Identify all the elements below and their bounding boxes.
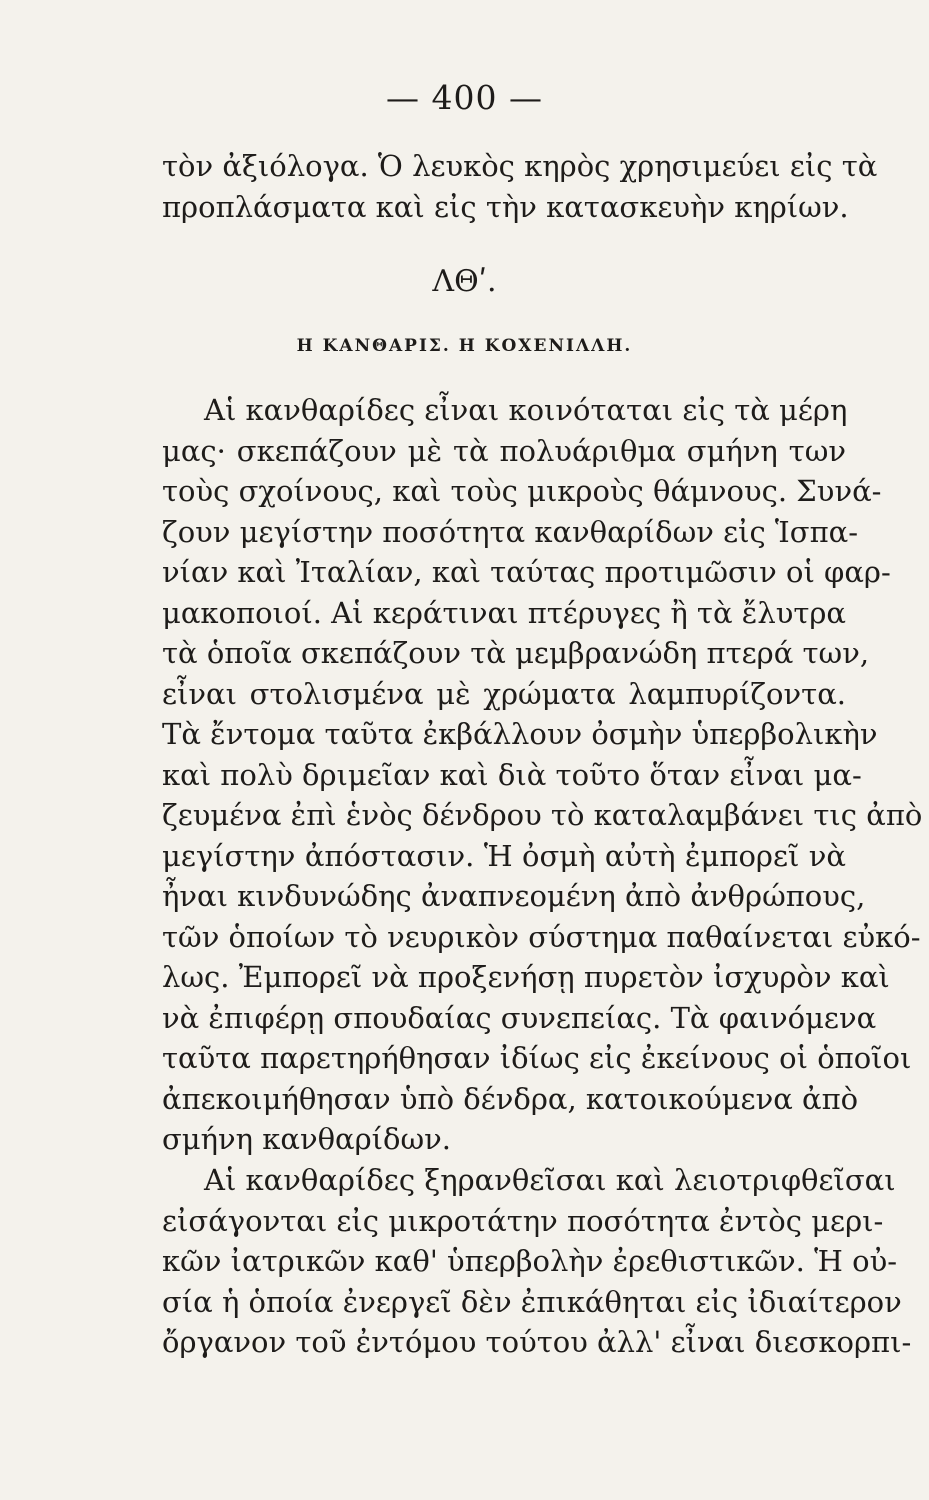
text-line: τῶν ὁποίων τὸ νευρικὸν σύστημα παθαίνεται εὐκό- bbox=[162, 919, 921, 954]
text-line: λως. Ἐμπορεῖ νὰ προξενήσῃ πυρετὸν ἰσχυρὸν καὶ bbox=[162, 960, 890, 994]
text-line: εἶναι στολισμένα μὲ χρώματα λαμπυρίζοντα. bbox=[162, 676, 846, 711]
text-line: νὰ ἐπιφέρῃ σπουδαίας συνεπείας. Τὰ φαινόμενα bbox=[162, 1000, 877, 1035]
text-line: μας· σκεπάζουν μὲ τὰ πολυάριθμα σμήνη των bbox=[162, 433, 846, 468]
text-line: ἀπεκοιμήθησαν ὑπὸ δένδρα, κατοικούμενα ἀπὸ bbox=[162, 1081, 859, 1116]
text-line: Τὰ ἔντομα ταῦτα ἐκβάλλουν ὀσμὴν ὑπερβολικὴν bbox=[162, 717, 878, 751]
section-title: Η ΚΑΝΘΑΡΙΣ. Η ΚΟΧΕΝΙΛΛΗ. bbox=[296, 336, 633, 356]
continued-text bbox=[162, 146, 878, 227]
text-line: κῶν ἰατρικῶν καθ' ὑπερβολὴν ἐρεθιστικῶν. Ἡ οὐ- bbox=[162, 1244, 897, 1278]
text-line: Αἱ κανθαρίδες εἶναι κοινόταται εἰς τὰ μέρη bbox=[204, 393, 848, 427]
chapter-number: ΛΘʹ. bbox=[432, 264, 497, 299]
text-line: μακοποιοί. Αἱ κεράτιναι πτέρυγες ἢ τὰ ἔλυτρα bbox=[162, 595, 847, 630]
text-line: εἰσάγονται εἰς μικροτάτην ποσότητα ἐντὸς μερι- bbox=[162, 1203, 884, 1238]
text-line: ἦναι κινδυνώδης ἀναπνεομένη ἀπὸ ἀνθρώπους, bbox=[162, 879, 866, 913]
text-line: σμήνη κανθαρίδων. bbox=[162, 1122, 451, 1156]
text-line: μεγίστην ἀπόστασιν. Ἡ ὀσμὴ αὐτὴ ἐμπορεῖ νὰ bbox=[162, 838, 846, 873]
paragraph-2 bbox=[162, 1160, 912, 1363]
text-line: ταῦτα παρετηρήθησαν ἰδίως εἰς ἐκείνους οἱ ὁποῖοι bbox=[162, 1041, 912, 1075]
text-line: σία ἡ ὁποία ἐνεργεῖ δὲν ἐπικάθηται εἰς ἰδιαίτερον bbox=[162, 1284, 902, 1319]
text-line: ὄργανον τοῦ ἐντόμου τούτου ἀλλ' εἶναι διεσκορπι- bbox=[162, 1325, 912, 1359]
text-line: τὰ ὁποῖα σκεπάζουν τὰ μεμβρανώδη πτερά των, bbox=[162, 636, 870, 670]
text-line: καὶ πολὺ δριμεῖαν καὶ διὰ τοῦτο ὅταν εἶναι μα- bbox=[162, 757, 862, 792]
page-number: — 400 — bbox=[386, 78, 543, 117]
paragraph-1 bbox=[162, 390, 923, 1160]
text-line: νίαν καὶ Ἰταλίαν, καὶ ταύτας προτιμῶσιν οἱ φαρ- bbox=[162, 555, 891, 589]
text-line: τὸν ἀξιόλογα. Ὁ λευκὸς κηρὸς χρησιμεύει εἰς τὰ bbox=[162, 149, 878, 183]
text-line: προπλάσματα καὶ εἰς τὴν κατασκευὴν κηρίων. bbox=[162, 189, 849, 224]
text-line: ζευμένα ἐπὶ ἑνὸς δένδρου τὸ καταλαμβάνει τις ἀπὸ bbox=[162, 798, 923, 832]
text-line: ζουν μεγίστην ποσότητα κανθαρίδων εἰς Ἱσπα- bbox=[162, 514, 859, 549]
text-line: Αἱ κανθαρίδες ξηρανθεῖσαι καὶ λειοτριφθεῖσαι bbox=[204, 1163, 896, 1197]
text-line: τοὺς σχοίνους, καὶ τοὺς μικροὺς θάμνους. Συνά- bbox=[162, 474, 882, 508]
